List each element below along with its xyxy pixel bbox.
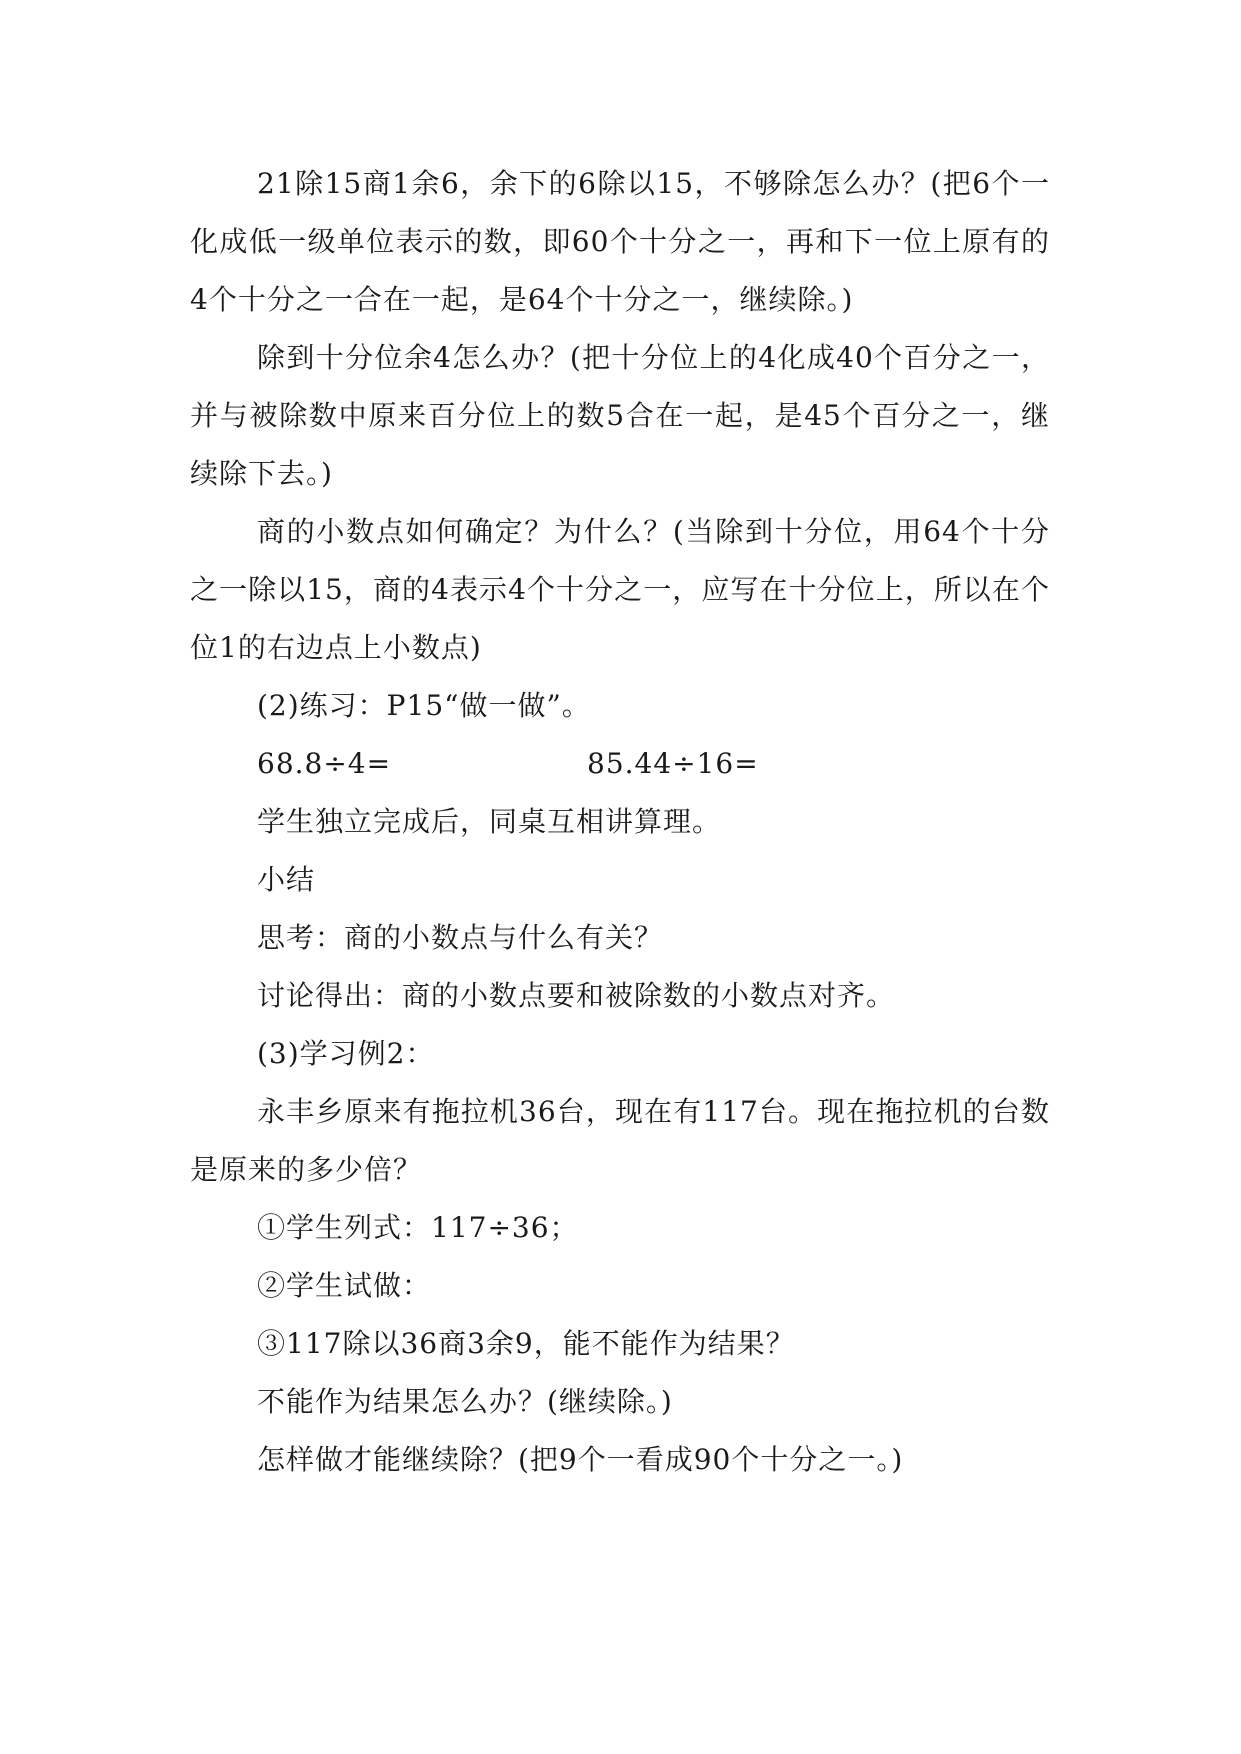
paragraph-tractor-problem: 永丰乡原来有拖拉机36台，现在有117台。现在拖拉机的台数是原来的多少倍？ <box>190 1095 1050 1186</box>
paragraph-discussion: 讨论得出：商的小数点要和被除数的小数点对齐。 <box>257 979 896 1012</box>
paragraph-division-remainder: 21除15商1余6，余下的6除以15，不够除怎么办？(把6个一化成低一级单位表示的数，即60个十分之一，再和下一位上原有的4个十分之一合在一起，是64个十分之一，继续除。) <box>190 167 1050 316</box>
paragraph-step-1: ①学生列式：117÷36； <box>257 1211 579 1244</box>
equation-row <box>190 735 1050 793</box>
paragraph-step-2: ②学生试做： <box>257 1269 432 1302</box>
paragraph-step-3: ③117除以36商3余9，能不能作为结果？ <box>257 1327 795 1360</box>
equation-1: 68.8÷4= <box>257 747 392 780</box>
paragraph-how-continue: 怎样做才能继续除？(把9个一看成90个十分之一。) <box>257 1443 904 1476</box>
paragraph-peer-explain: 学生独立完成后，同桌互相讲算理。 <box>257 805 722 838</box>
paragraph-think: 思考：商的小数点与什么有关？ <box>257 921 664 954</box>
paragraph-practice: (2)练习：P15“做一做”。 <box>257 689 591 722</box>
paragraph-tenths-remainder: 除到十分位余4怎么办？(把十分位上的4化成40个百分之一，并与被除数中原来百分位上的数5合在一起，是45个百分之一，继续除下去。) <box>190 341 1050 490</box>
equation-2: 85.44÷16= <box>587 747 759 780</box>
paragraph-summary-heading: 小结 <box>257 863 316 896</box>
paragraph-continue: 不能作为结果怎么办？(继续除。) <box>257 1385 673 1418</box>
paragraph-decimal-point: 商的小数点如何确定？为什么？(当除到十分位，用64个十分之一除以15，商的4表示4个十分之一，应写在十分位上，所以在个位1的右边点上小数点) <box>190 515 1050 664</box>
document-body <box>190 155 1050 1489</box>
paragraph-example-2: (3)学习例2： <box>257 1037 435 1070</box>
